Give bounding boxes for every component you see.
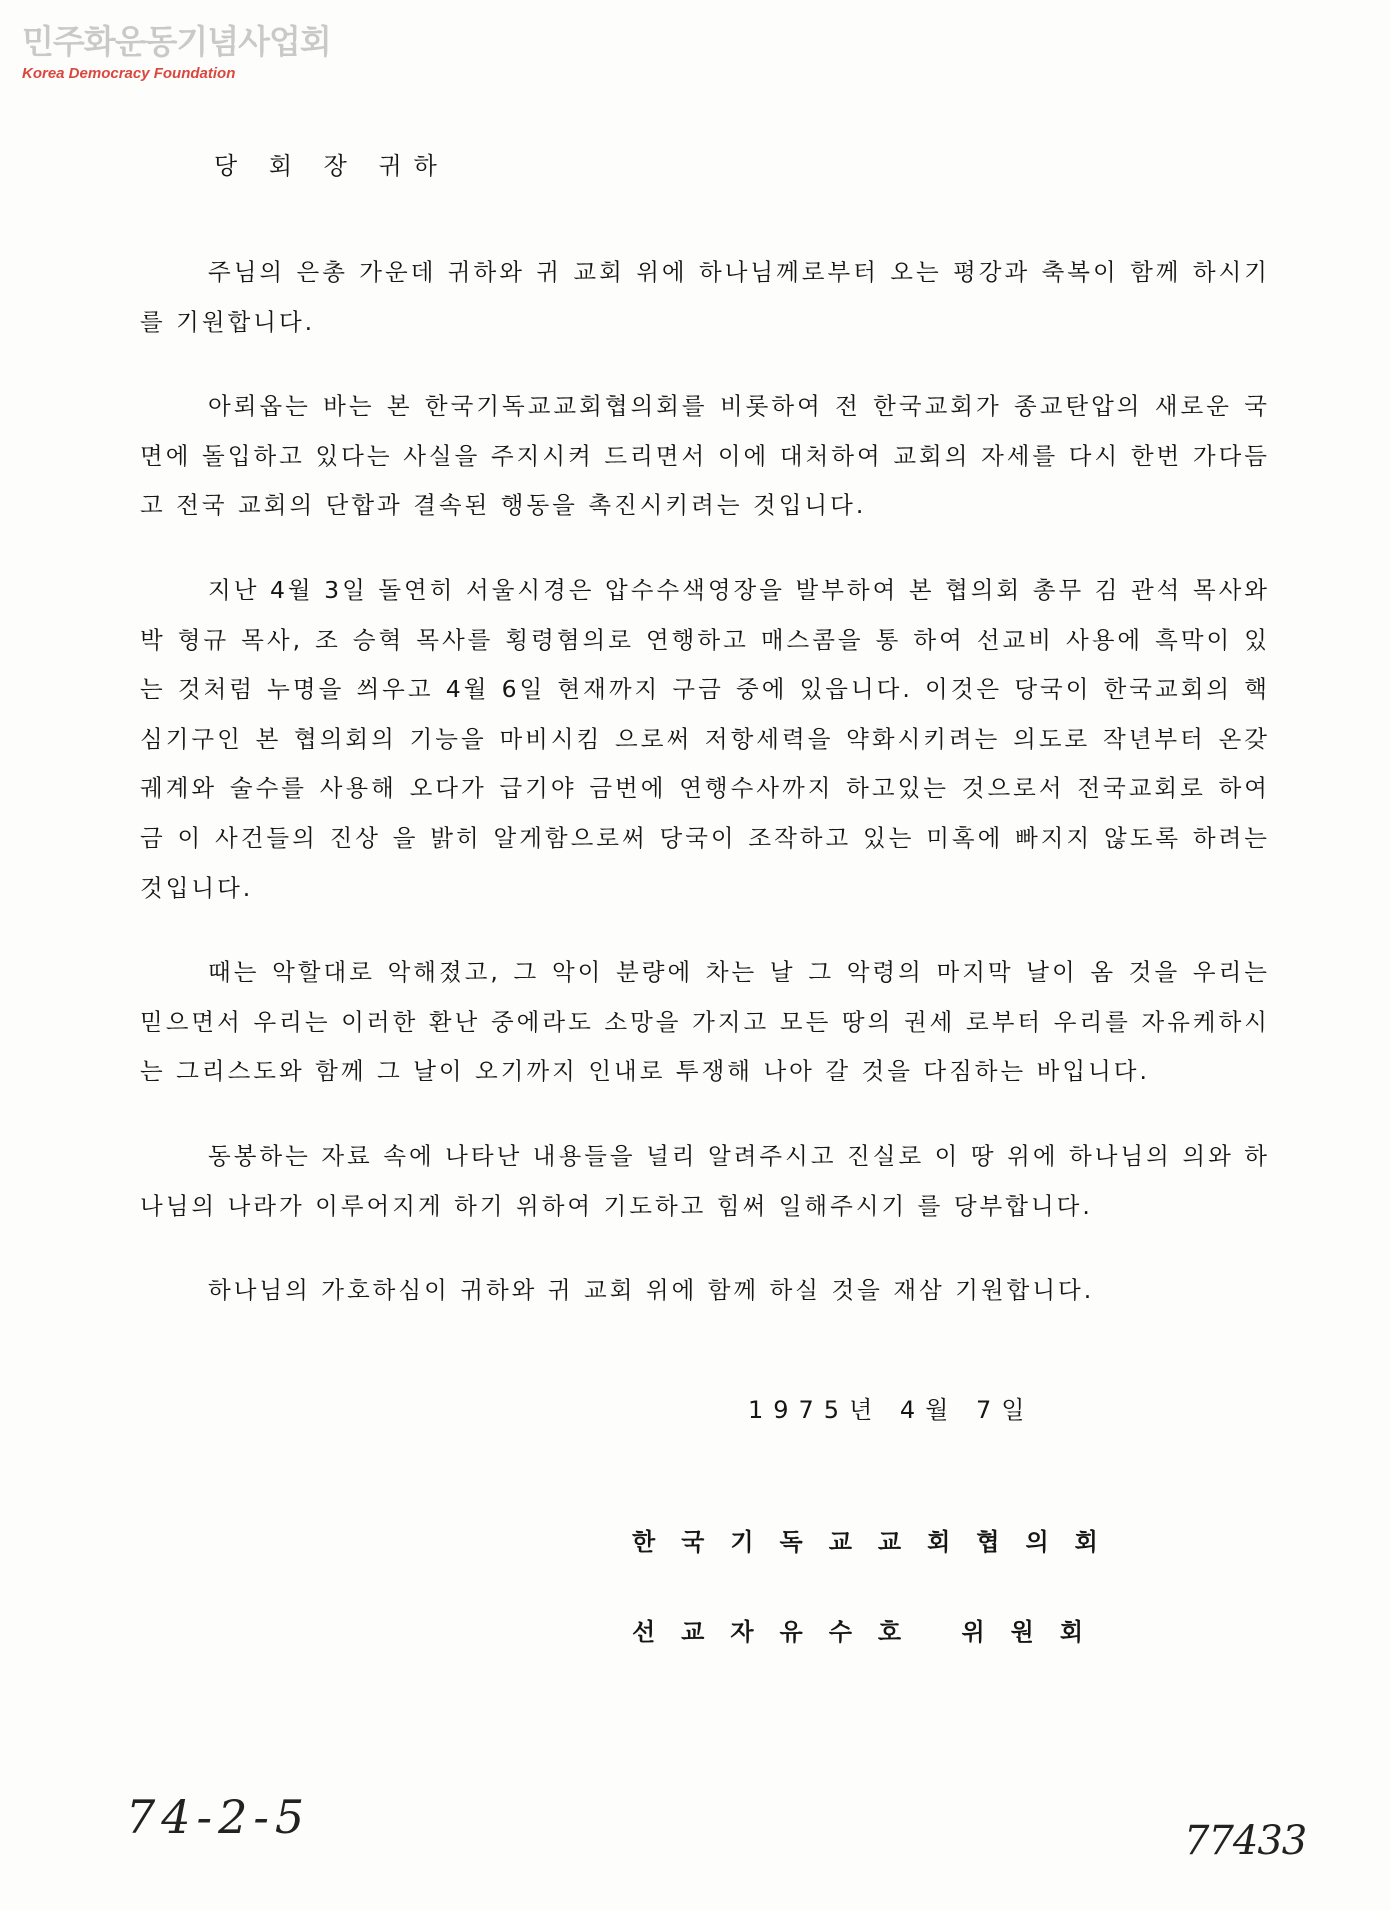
paragraph-purpose: 아뢰옵는 바는 본 한국기독교교회협의회를 비롯하여 전 한국교회가 종교탄압의 새로운 국면에 돌입하고 있다는 사실을 주지시켜 드리면서 이에 대처하여 교회의 자세를 다시 한번 가다듬고 전국 교회의 단합과 결속된 행동을 촉진시키려는 것입니다. bbox=[140, 392, 1270, 520]
watermark-korean: 민주화운동기념사업회 bbox=[22, 22, 331, 61]
signature-committee: 선교자유수호 위원회 bbox=[632, 1618, 1110, 1646]
paragraph-resolve: 때는 악할대로 악해졌고, 그 악이 분량에 차는 날 그 악령의 마지막 날이 옴 것을 우리는 믿으면서 우리는 이러한 환난 중에라도 소망을 가지고 모든 땅의 권세 로부터 우리를 자유케하시는 그리스도와 함께 그 날이 오기까지 인내로 투쟁해 나아 갈 것을 다짐하는 바입니다. bbox=[140, 958, 1270, 1086]
paragraph-greeting: 주님의 은총 가운데 귀하와 귀 교회 위에 하나님께로부터 오는 평강과 축복이 함께 하시기를 기원합니다. bbox=[140, 258, 1270, 336]
handwritten-note: 74-2-5 bbox=[126, 1790, 311, 1844]
letter-salutation: 당 회 장 귀하 bbox=[214, 152, 449, 180]
paragraph-incident: 지난 4월 3일 돌연히 서울시경은 압수수색영장을 발부하여 본 협의회 총무 김 관석 목사와 박 형규 목사, 조 승혁 목사를 횡령혐의로 연행하고 매스콤을 통 하여 선교비 사용에 흑막이 있는 것처럼 누명을 씌우고 4월 6일 현재까지 구금 중에 있읍니다. 이것은 당국이 한국교회의 핵심기구인 본 협의회의 기능을 마비시킴 으로써 저항세력을 약화시키려는 의도로 작년부터 온갖 궤계와 술수를 사용해 오다가 급기야 금번에 연행수사까지 하고있는 것으로서 전국교회로 하여금 이 사건들의 진상 을 밝히 알게함으로써 당국이 조작하고 있는 미혹에 빠지지 않도록 하려는 것입니다. bbox=[140, 575, 1270, 902]
watermark-english: Korea Democracy Foundation bbox=[22, 65, 236, 82]
letter-body bbox=[140, 248, 1270, 1351]
watermark-logo bbox=[22, 22, 331, 84]
paragraph-closing: 하나님의 가호하심이 귀하와 귀 교회 위에 함께 하실 것을 재삼 기원합니다. bbox=[208, 1276, 1095, 1305]
handwritten-number: 77433 bbox=[1184, 1818, 1307, 1864]
signature-organization: 한국기독교교회협의회 bbox=[632, 1528, 1124, 1556]
paragraph-request: 동봉하는 자료 속에 나타난 내용들을 널리 알려주시고 진실로 이 땅 위에 하나님의 의와 하나님의 나라가 이루어지게 하기 위하여 기도하고 힘써 일해주시기 를 당부합니다. bbox=[140, 1141, 1270, 1220]
letter-date: 1975년 4월 7일 bbox=[748, 1396, 1035, 1424]
